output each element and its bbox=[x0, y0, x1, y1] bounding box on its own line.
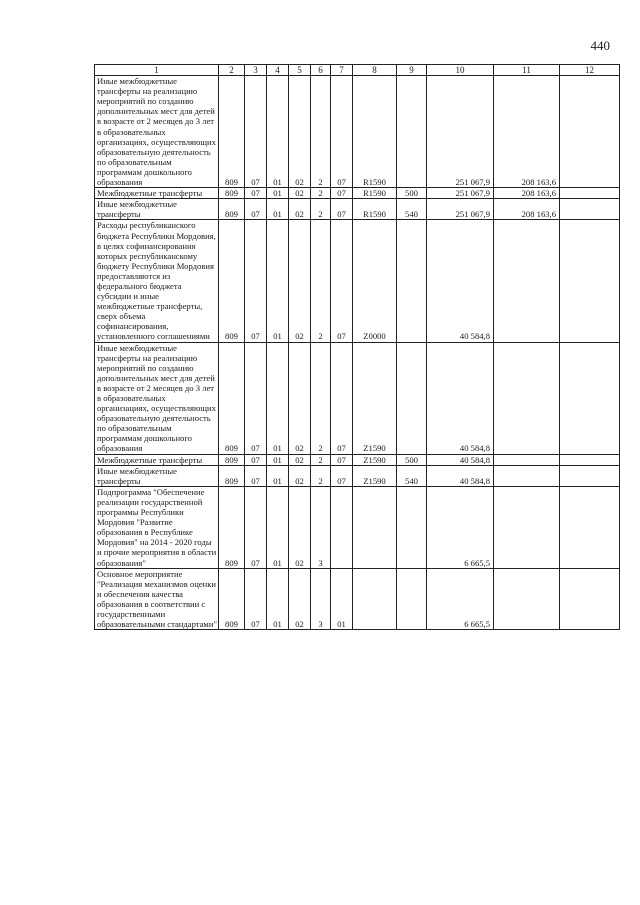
code-direction: R1590 bbox=[353, 76, 397, 188]
amount-federal: 208 163,6 bbox=[494, 76, 560, 188]
code-expense-type: 540 bbox=[397, 199, 427, 220]
code-direction bbox=[353, 486, 397, 568]
code-measure: 07 bbox=[331, 76, 353, 188]
amount-federal bbox=[494, 220, 560, 342]
column-header: 10 bbox=[427, 65, 494, 76]
amount-total: 40 584,8 bbox=[427, 220, 494, 342]
code-direction: Z1590 bbox=[353, 454, 397, 465]
amount-federal bbox=[494, 465, 560, 486]
column-header: 3 bbox=[245, 65, 267, 76]
code-program: 02 bbox=[289, 188, 311, 199]
code-section: 07 bbox=[245, 188, 267, 199]
code-direction: Z1590 bbox=[353, 342, 397, 454]
code-direction bbox=[353, 568, 397, 630]
code-program: 02 bbox=[289, 465, 311, 486]
code-subprogram: 2 bbox=[311, 220, 331, 342]
code-ministry: 809 bbox=[219, 454, 245, 465]
table-row bbox=[95, 568, 620, 630]
code-measure: 07 bbox=[331, 199, 353, 220]
amount-total: 251 067,9 bbox=[427, 188, 494, 199]
code-subsection: 01 bbox=[267, 199, 289, 220]
amount-col12 bbox=[560, 465, 620, 486]
expense-name: Иные межбюджетные трансферты bbox=[95, 465, 219, 486]
table-row bbox=[95, 454, 620, 465]
code-section: 07 bbox=[245, 76, 267, 188]
code-subsection: 01 bbox=[267, 342, 289, 454]
code-subprogram: 2 bbox=[311, 199, 331, 220]
amount-col12 bbox=[560, 188, 620, 199]
table-row bbox=[95, 465, 620, 486]
table-row bbox=[95, 188, 620, 199]
column-header: 1 bbox=[95, 65, 219, 76]
code-expense-type bbox=[397, 220, 427, 342]
table-row bbox=[95, 342, 620, 454]
amount-total: 40 584,8 bbox=[427, 454, 494, 465]
code-measure bbox=[331, 486, 353, 568]
code-section: 07 bbox=[245, 220, 267, 342]
amount-col12 bbox=[560, 76, 620, 188]
code-section: 07 bbox=[245, 199, 267, 220]
amount-federal bbox=[494, 454, 560, 465]
expense-name: Иные межбюджетные трансферты bbox=[95, 199, 219, 220]
amount-federal: 208 163,6 bbox=[494, 188, 560, 199]
expense-name: Иные межбюджетные трансферты на реализацию мероприятий по созданию дополнительных мест для детей в возрасте от 2 месяцев до 3 лет в образовательных организациях, осуществляющих образовательную деятельность по образовательным программам дошкольного образования bbox=[95, 342, 219, 454]
code-expense-type bbox=[397, 486, 427, 568]
code-program: 02 bbox=[289, 76, 311, 188]
code-program: 02 bbox=[289, 342, 311, 454]
column-header: 7 bbox=[331, 65, 353, 76]
code-measure: 07 bbox=[331, 220, 353, 342]
code-program: 02 bbox=[289, 199, 311, 220]
page-number: 440 bbox=[590, 38, 610, 53]
code-section: 07 bbox=[245, 342, 267, 454]
amount-federal bbox=[494, 568, 560, 630]
amount-total: 6 665,5 bbox=[427, 486, 494, 568]
table-row bbox=[95, 199, 620, 220]
code-program: 02 bbox=[289, 486, 311, 568]
column-header: 4 bbox=[267, 65, 289, 76]
code-section: 07 bbox=[245, 568, 267, 630]
amount-total: 251 067,9 bbox=[427, 199, 494, 220]
code-ministry: 809 bbox=[219, 188, 245, 199]
column-header: 11 bbox=[494, 65, 560, 76]
amount-total: 6 665,5 bbox=[427, 568, 494, 630]
amount-col12 bbox=[560, 199, 620, 220]
code-program: 02 bbox=[289, 454, 311, 465]
code-section: 07 bbox=[245, 454, 267, 465]
code-program: 02 bbox=[289, 568, 311, 630]
code-measure: 07 bbox=[331, 454, 353, 465]
code-ministry: 809 bbox=[219, 76, 245, 188]
amount-col12 bbox=[560, 486, 620, 568]
header-row bbox=[95, 65, 620, 76]
code-ministry: 809 bbox=[219, 486, 245, 568]
amount-federal: 208 163,6 bbox=[494, 199, 560, 220]
code-subprogram: 3 bbox=[311, 568, 331, 630]
expense-name: Подпрограмма "Обеспечение реализации государственной программы Республики Мордовия "Развитие образования в Республике Мордовия" на 2014 - 2020 годы и прочие мероприятия в области образования" bbox=[95, 486, 219, 568]
code-ministry: 809 bbox=[219, 220, 245, 342]
budget-table bbox=[94, 64, 620, 630]
code-expense-type: 540 bbox=[397, 465, 427, 486]
code-subsection: 01 bbox=[267, 465, 289, 486]
table-row bbox=[95, 76, 620, 188]
amount-col12 bbox=[560, 342, 620, 454]
code-ministry: 809 bbox=[219, 342, 245, 454]
column-header: 6 bbox=[311, 65, 331, 76]
code-subsection: 01 bbox=[267, 454, 289, 465]
code-subprogram: 2 bbox=[311, 188, 331, 199]
amount-col12 bbox=[560, 454, 620, 465]
code-subprogram: 3 bbox=[311, 486, 331, 568]
expense-name: Иные межбюджетные трансферты на реализацию мероприятий по созданию дополнительных мест для детей в возрасте от 2 месяцев до 3 лет в образовательных организациях, осуществляющих образовательную деятельность по образовательным программам дошкольного образования bbox=[95, 76, 219, 188]
column-header: 9 bbox=[397, 65, 427, 76]
column-header: 2 bbox=[219, 65, 245, 76]
amount-total: 40 584,8 bbox=[427, 465, 494, 486]
table-row bbox=[95, 220, 620, 342]
code-subprogram: 2 bbox=[311, 76, 331, 188]
expense-name: Основное мероприятие "Реализация механизмов оценки и обеспечения качества образования в соответствии с государственными образовательными стандартами" bbox=[95, 568, 219, 630]
column-header: 12 bbox=[560, 65, 620, 76]
code-measure: 01 bbox=[331, 568, 353, 630]
code-expense-type: 500 bbox=[397, 188, 427, 199]
code-subsection: 01 bbox=[267, 188, 289, 199]
code-direction: Z1590 bbox=[353, 465, 397, 486]
code-subsection: 01 bbox=[267, 568, 289, 630]
code-ministry: 809 bbox=[219, 568, 245, 630]
code-subprogram: 2 bbox=[311, 342, 331, 454]
amount-federal bbox=[494, 486, 560, 568]
code-direction: R1590 bbox=[353, 199, 397, 220]
expense-name: Расходы республиканского бюджета Республики Мордовия, в целях софинансирования которых республиканскому бюджету Республики Мордовия предоставляются из федерального бюджета субсидии и иные межбюджетные трансферты, сверх объема софинансирования, установленного соглашениями bbox=[95, 220, 219, 342]
code-expense-type: 500 bbox=[397, 454, 427, 465]
code-section: 07 bbox=[245, 465, 267, 486]
column-header: 5 bbox=[289, 65, 311, 76]
code-subsection: 01 bbox=[267, 220, 289, 342]
code-subsection: 01 bbox=[267, 486, 289, 568]
amount-total: 251 067,9 bbox=[427, 76, 494, 188]
amount-total: 40 584,8 bbox=[427, 342, 494, 454]
expense-name: Межбюджетные трансферты bbox=[95, 454, 219, 465]
code-section: 07 bbox=[245, 486, 267, 568]
code-measure: 07 bbox=[331, 188, 353, 199]
amount-col12 bbox=[560, 568, 620, 630]
code-subprogram: 2 bbox=[311, 454, 331, 465]
table-row bbox=[95, 486, 620, 568]
amount-federal bbox=[494, 342, 560, 454]
column-header: 8 bbox=[353, 65, 397, 76]
code-subsection: 01 bbox=[267, 76, 289, 188]
code-expense-type bbox=[397, 568, 427, 630]
amount-col12 bbox=[560, 220, 620, 342]
expense-name: Межбюджетные трансферты bbox=[95, 188, 219, 199]
code-subprogram: 2 bbox=[311, 465, 331, 486]
code-ministry: 809 bbox=[219, 465, 245, 486]
code-ministry: 809 bbox=[219, 199, 245, 220]
code-expense-type bbox=[397, 342, 427, 454]
code-measure: 07 bbox=[331, 465, 353, 486]
code-direction: Z0000 bbox=[353, 220, 397, 342]
code-expense-type bbox=[397, 76, 427, 188]
code-program: 02 bbox=[289, 220, 311, 342]
code-direction: R1590 bbox=[353, 188, 397, 199]
code-measure: 07 bbox=[331, 342, 353, 454]
